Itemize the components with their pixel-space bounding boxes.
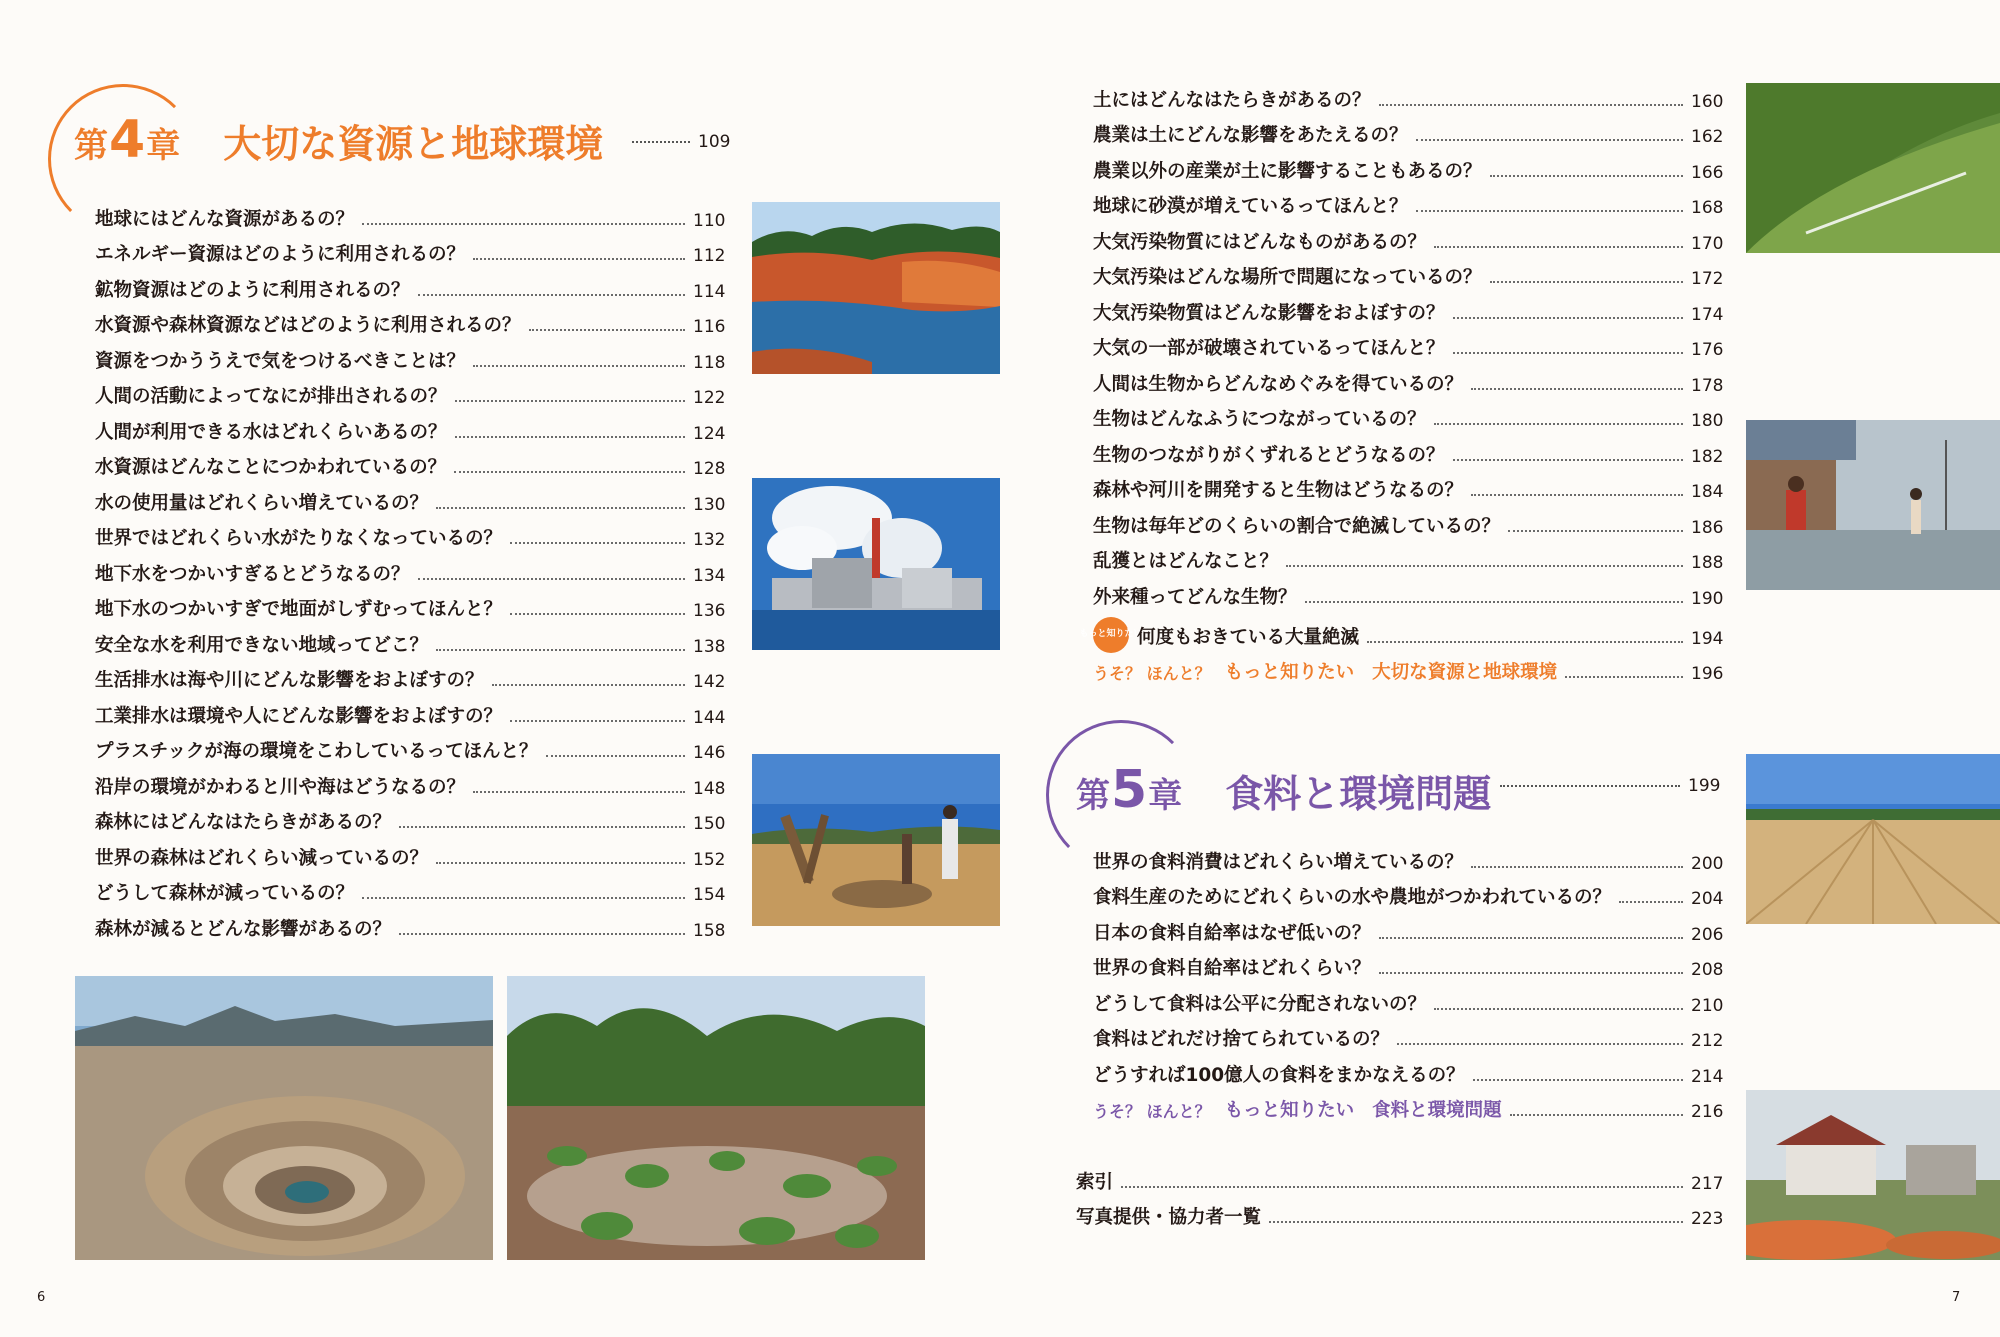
toc-item[interactable]: どうすれば100億人の食料をまかなえるの？ 214 <box>1093 1064 1724 1087</box>
toc-item[interactable]: 沿岸の環境がかわると川や海はどうなるの？ 148 <box>95 776 726 799</box>
toc-item[interactable]: 大気汚染はどんな場所で問題になっているの？ 172 <box>1093 267 1724 289</box>
open-pit-mine-photo <box>75 976 493 1260</box>
toc-item[interactable]: 森林にはどんなはたらきがあるの？ 150 <box>95 812 726 834</box>
toc-item[interactable]: 地下水のつかいすぎで地面がしずむってほんと？ 136 <box>95 599 726 621</box>
seedlings-photo <box>507 976 925 1260</box>
toc-item[interactable]: 食料はどれだけ捨てられているの？ 212 <box>1093 1029 1724 1051</box>
toc-item[interactable]: 森林や河川を開発すると生物はどうなるの？ 184 <box>1093 480 1724 502</box>
toc-item[interactable]: 大気汚染物質はどんな影響をおよぼすの？ 174 <box>1093 302 1724 325</box>
chapter-5-title[interactable]: 食料と環境問題 <box>1225 771 1492 816</box>
toc-item[interactable]: 地球にはどんな資源があるの？ 110 <box>95 208 726 231</box>
toc-item[interactable]: 日本の食料自給率はなぜ低いの？ 206 <box>1093 922 1724 945</box>
toc-item[interactable]: 生物は毎年どのくらいの割合で絶滅しているの？ 186 <box>1093 515 1724 538</box>
chapter-5-heading <box>1076 760 1491 820</box>
farmhouse-photo <box>1746 1090 2000 1260</box>
motto-toc-item[interactable]: もっと知りたい 何度もおきている大量絶滅 194 <box>1093 609 1723 649</box>
chapter-4-page-number: 109 <box>698 132 731 152</box>
chapter-4-toc <box>95 195 725 941</box>
toc-item[interactable]: 安全な水を利用できない地域ってどこ？ 138 <box>95 634 726 657</box>
motto-badge: もっと知りたい <box>1093 617 1129 653</box>
toc-item[interactable]: 農業以外の産業が土に影響することもあるの？ 166 <box>1093 160 1724 183</box>
toc-item[interactable]: 水資源や森林資源などはどのように利用されるの？ 116 <box>95 315 726 337</box>
chapter-4-number: 第4章 <box>74 110 182 170</box>
toc-item[interactable]: プラスチックが海の環境をこわしているってほんと？ 146 <box>95 741 726 763</box>
toc-item[interactable]: 生物はどんなふうにつながっているの？ 180 <box>1093 409 1724 431</box>
chapter-5-toc <box>1093 838 1723 1122</box>
chapter-5-page-number: 199 <box>1688 776 1721 796</box>
toc-item[interactable]: 人間が利用できる水はどれくらいあるの？ 124 <box>95 421 726 444</box>
chapter-5-page-ref <box>1500 776 1720 796</box>
factory-smoke-photo <box>752 478 1000 650</box>
right-toc-top <box>1079 76 1724 684</box>
toc-item[interactable]: 大気汚染物質にはどんなものがあるの？ 170 <box>1093 231 1724 254</box>
toc-item[interactable]: 土にはどんなはたらきがあるの？ 160 <box>1093 89 1724 112</box>
toc-item[interactable]: 世界の食料消費はどれくらい増えているの？ 200 <box>1093 851 1724 874</box>
toc-item[interactable]: 地球に砂漠が増えているってほんと？ 168 <box>1093 196 1724 218</box>
chapter-4-page-ref <box>632 132 730 152</box>
toc-item[interactable]: エネルギー資源はどのように利用されるの？ 112 <box>95 244 726 266</box>
toc-item[interactable]: 生物のつながりがくずれるとどうなるの？ 182 <box>1093 444 1724 467</box>
toc-item[interactable]: 写真提供・協力者一覧 223 <box>1076 1207 1724 1229</box>
red-earth-lake-photo <box>752 202 1000 374</box>
chapter-4-heading <box>74 110 603 170</box>
toc-item[interactable]: 索引 217 <box>1076 1171 1724 1194</box>
well-workers-photo <box>752 754 1000 926</box>
flooded-village-photo <box>1746 420 2000 590</box>
toc-item[interactable]: 世界の食料自給率はどれくらい？ 208 <box>1093 958 1724 980</box>
toc-item[interactable]: 世界ではどれくらい水がたりなくなっているの？ 132 <box>95 528 726 550</box>
plowed-field-photo <box>1746 754 2000 924</box>
toc-item[interactable]: どうして食料は公平に分配されないの？ 210 <box>1093 993 1724 1016</box>
toc-item[interactable]: 人間は生物からどんなめぐみを得ているの？ 178 <box>1093 373 1724 396</box>
toc-item[interactable]: 資源をつかううえで気をつけるべきことは？ 118 <box>95 350 726 373</box>
toc-item[interactable]: 生活排水は海や川にどんな影響をおよぼすの？ 142 <box>95 670 726 692</box>
chapter-4-title[interactable]: 大切な資源と地球環境 <box>223 121 604 166</box>
toc-item[interactable]: 食料生産のためにどれくらいの水や農地がつかわれているの？ 204 <box>1093 887 1724 909</box>
toc-item[interactable]: 世界の森林はどれくらい減っているの？ 152 <box>95 847 726 870</box>
toc-item[interactable]: どうして森林が減っているの？ 154 <box>95 883 726 905</box>
toc-item[interactable]: 人間の活動によってなにが排出されるの？ 122 <box>95 386 726 408</box>
extra-toc-item-ch4[interactable]: うそ？ ほんと？ もっと知りたい 大切な資源と地球環境 196 <box>1093 662 1724 684</box>
toc-item[interactable]: 地下水をつかいすぎるとどうなるの？ 134 <box>95 563 726 586</box>
toc-item[interactable]: 大気の一部が破壊されているってほんと？ 176 <box>1093 338 1724 360</box>
chapter-5-number: 第5章 <box>1076 760 1184 820</box>
toc-item[interactable]: 鉱物資源はどのように利用されるの？ 114 <box>95 279 726 302</box>
extra-toc-item-ch5[interactable]: うそ？ ほんと？ もっと知りたい 食料と環境問題 216 <box>1093 1100 1724 1122</box>
toc-item[interactable]: 工業排水は環境や人にどんな影響をおよぼすの？ 144 <box>95 705 726 728</box>
page-number-left: 6 <box>37 1290 46 1305</box>
toc-item[interactable]: 乱獲とはどんなこと？ 188 <box>1093 551 1724 573</box>
toc-item[interactable]: 農業は土にどんな影響をあたえるの？ 162 <box>1093 125 1724 147</box>
toc-item[interactable]: 水の使用量はどれくらい増えているの？ 130 <box>95 492 726 515</box>
toc-item[interactable]: 水資源はどんなことにつかわれているの？ 128 <box>95 457 726 479</box>
green-field-photo <box>1746 83 2000 253</box>
toc-item[interactable]: 外来種ってどんな生物？ 190 <box>1093 586 1724 609</box>
page-number-right: 7 <box>1952 1290 1961 1305</box>
appendix-toc <box>1076 1158 1723 1229</box>
toc-item[interactable]: 森林が減るとどんな影響があるの？ 158 <box>95 918 726 941</box>
